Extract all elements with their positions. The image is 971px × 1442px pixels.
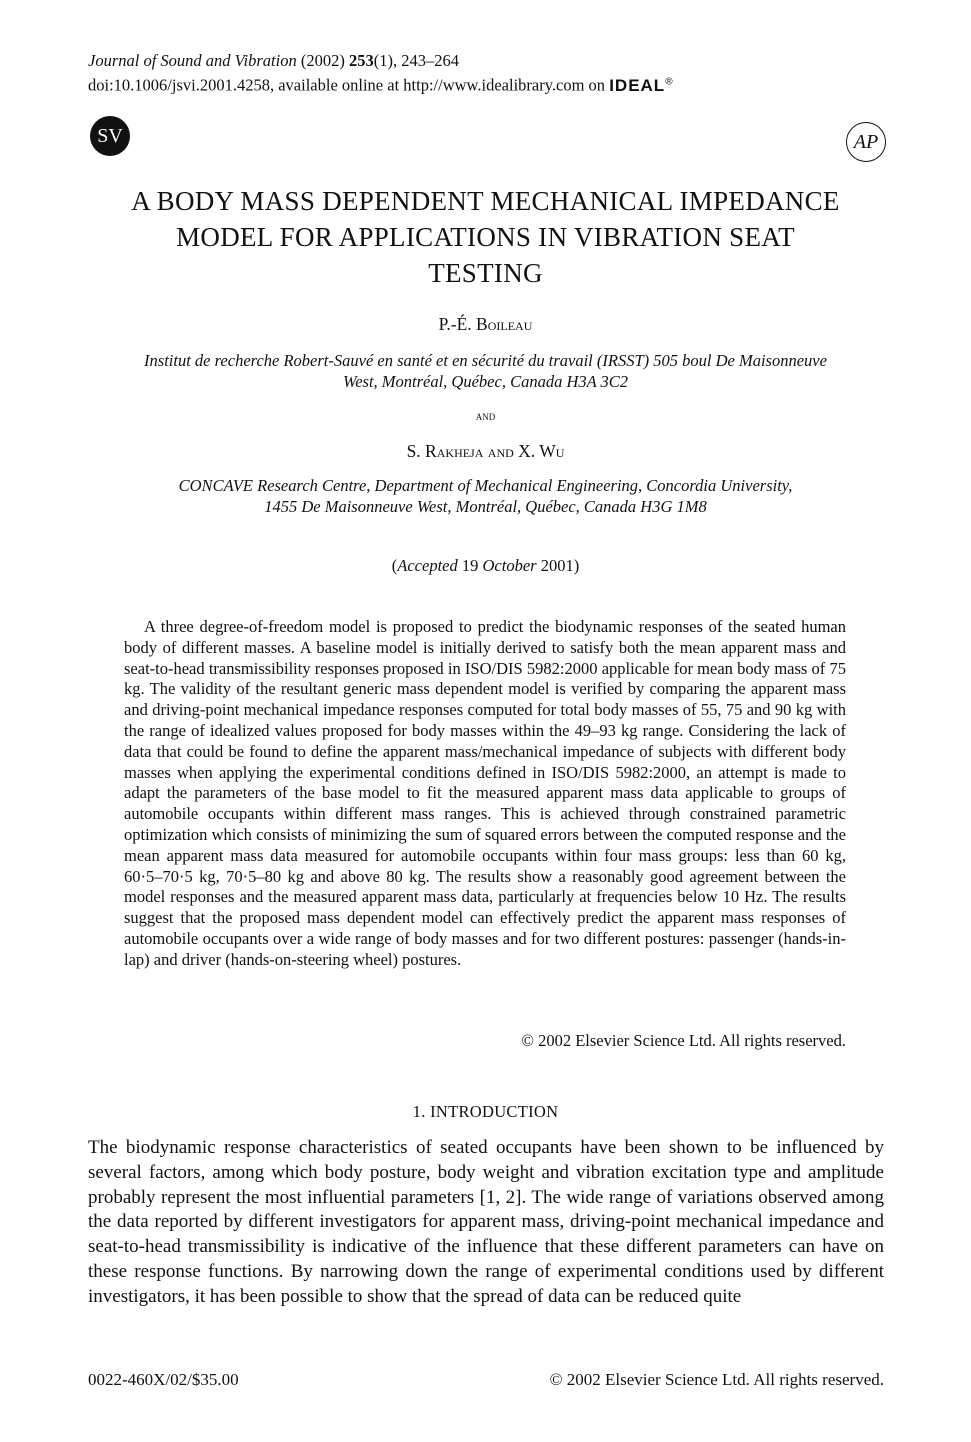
accepted-year: 2001 bbox=[540, 556, 574, 575]
footer-code: 0022-460X/02/$35.00 bbox=[88, 1370, 239, 1389]
author-2: S. Rakheja and X. Wu bbox=[406, 441, 565, 461]
title-line-1: A BODY MASS DEPENDENT MECHANICAL IMPEDANCE bbox=[131, 186, 840, 216]
paper-title bbox=[60, 183, 911, 291]
accepted-date: (Accepted 19 October 2001) bbox=[391, 556, 580, 575]
ap-logo-icon: AP bbox=[846, 122, 886, 162]
affiliation-1-line-2: West, Montréal, Québec, Canada H3A 3C2 bbox=[342, 372, 629, 391]
accepted-label: Accepted bbox=[397, 556, 458, 575]
doi-text: doi:10.1006/jsvi.2001.4258, available online at http://www.idealibrary.com on bbox=[88, 75, 606, 95]
affiliation-2-line-2: 1455 De Maisonneuve West, Montréal, Québec, Canada H3G 1M8 bbox=[264, 497, 707, 516]
author-separator: and bbox=[475, 408, 496, 423]
journal-volume: 253 bbox=[348, 51, 374, 70]
journal-issue-pages: (1), 243–264 bbox=[373, 51, 459, 70]
accepted-day: 19 bbox=[461, 556, 479, 575]
section-heading: 1. INTRODUCTION bbox=[412, 1102, 559, 1121]
journal-name: Journal of Sound and Vibration bbox=[88, 51, 297, 70]
citation-line bbox=[88, 50, 674, 71]
journal-year: (2002) bbox=[300, 51, 345, 70]
affiliation-2 bbox=[60, 475, 911, 517]
affiliation-2-line-1: CONCAVE Research Centre, Department of Mechanical Engineering, Concordia University, bbox=[178, 476, 793, 495]
sv-logo-icon: SV bbox=[90, 116, 130, 156]
doi-line bbox=[88, 71, 674, 96]
footer-copyright: © 2002 Elsevier Science Ltd. All rights reserved. bbox=[549, 1370, 884, 1389]
introduction-text: The biodynamic response characteristics of seated occupants have been shown to be influenced by several factors, among which body posture, body weight and vibration excitation type and amplitude probably represent the most influential parameters [1, 2]. The wide range of variations observed among the data reported by different investigators for apparent mass, driving-point mechanical impedance and seat-to-head transmissibility is indicative of the influence that these different parameters can have on these response functions. By narrowing down the range of experimental conditions used by different investigators, it has been possible to show that the spread of data can be reduced quite bbox=[88, 1137, 884, 1307]
ideal-logo: IDEAL® bbox=[609, 75, 674, 95]
title-line-3: TESTING bbox=[428, 258, 543, 288]
author-1: P.-É. Boileau bbox=[438, 314, 533, 334]
affiliation-1-line-1: Institut de recherche Robert-Sauvé en santé et en sécurité du travail (IRSST) 505 boul De Maisonneuve bbox=[144, 351, 827, 370]
accepted-month: October bbox=[482, 556, 537, 575]
title-line-2: MODEL FOR APPLICATIONS IN VIBRATION SEAT bbox=[176, 222, 795, 252]
abstract-text: A three degree-of-freedom model is proposed to predict the biodynamic responses of the seated human body of different masses. A baseline model is initially derived to satisfy both the mean apparent mass and seat-to-head transmissibility responses proposed in ISO/DIS 5982:2000 applicable for mean body mass of 75 kg. The validity of the resultant generic mass dependent model is verified by comparing the apparent mass and driving-point mechanical impedance responses computed for total body masses of 55, 75 and 90 kg with the range of idealized values proposed for body masses within the 49–93 kg range. Considering the lack of data that could be found to define the apparent mass/mechanical impedance of subjects with different body masses when applying the experimental conditions defined in ISO/DIS 5982:2000, an attempt is made to adapt the parameters of the base model to fit the measured apparent mass data applicable to groups of automobile occupants within different mass ranges. This is achieved through constrained parametric optimization which consists of minimizing the sum of squared errors between the computed response and the mean apparent mass data measured for automobile occupants within four mass groups: less than 60 kg, 60·5–70·5 kg, 70·5–80 kg and above 80 kg. The results show a reasonably good agreement between the model responses and the measured apparent mass data, particularly at frequencies below 10 Hz. The results suggest that the proposed mass dependent model can effectively predict the apparent mass responses of automobile occupants over a wide range of body masses and for two different postures: passenger (hands-in-lap) and driver (hands-on-steering wheel) postures. bbox=[124, 617, 846, 969]
affiliation-1 bbox=[60, 350, 911, 392]
journal-header bbox=[88, 50, 674, 96]
abstract-copyright: © 2002 Elsevier Science Ltd. All rights reserved. bbox=[521, 1031, 846, 1050]
